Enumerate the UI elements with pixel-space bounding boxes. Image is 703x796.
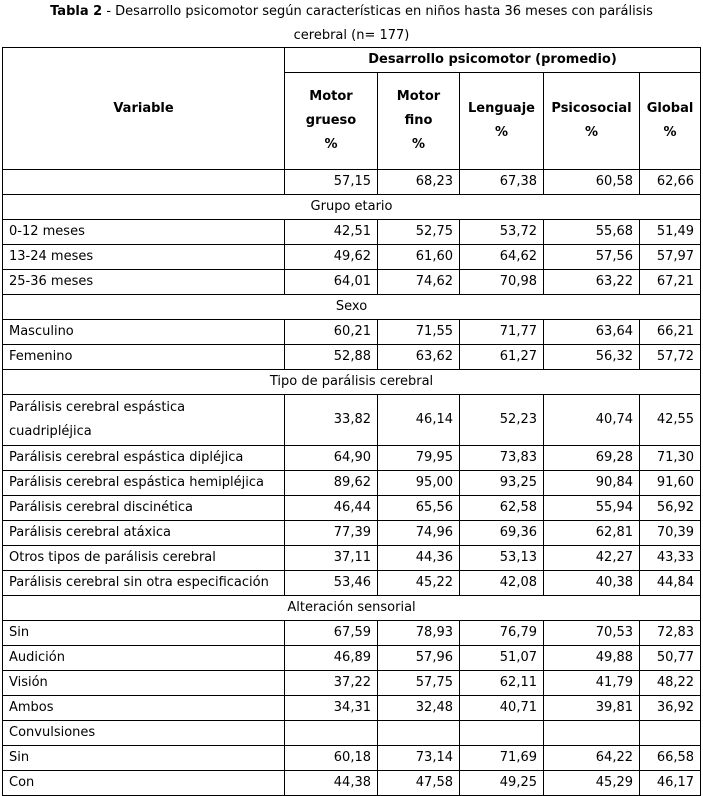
section-title-tipo: Tipo de parálisis cerebral [3,370,701,395]
section-row [3,370,701,395]
cell-value: 52,75 [378,220,460,245]
cell-value: 57,56 [544,245,640,270]
section-title-sexo: Sexo [3,295,701,320]
table-row [3,320,701,345]
header-col-motor-fino: Motor fino % [378,73,460,170]
table-row [3,671,701,696]
overall-value: 60,58 [544,170,640,195]
cell-value: 52,88 [285,345,378,370]
cell-value: 53,13 [460,546,544,571]
cell-value: 41,79 [544,671,640,696]
section-row [3,195,701,220]
cell-value: 36,92 [640,696,701,721]
row-label: Ambos [3,696,285,721]
row-label: Sin [3,621,285,646]
row-label: Femenino [3,345,285,370]
cell-value: 53,72 [460,220,544,245]
table-row [3,345,701,370]
cell-value: 42,27 [544,546,640,571]
caption-dash: - [102,4,116,19]
caption-label: Tabla 2 [50,4,103,19]
cell-value: 40,38 [544,571,640,596]
cell-value: 61,27 [460,345,544,370]
cell-value: 63,64 [544,320,640,345]
empty-cell [640,721,701,746]
cell-value: 64,62 [460,245,544,270]
table-row [3,521,701,546]
row-label: Visión [3,671,285,696]
cell-value: 62,58 [460,496,544,521]
cell-value: 56,32 [544,345,640,370]
overall-row [3,170,701,195]
header-col-psicosocial: Psicosocial % [544,73,640,170]
row-label: Audición [3,646,285,671]
cell-value: 39,81 [544,696,640,721]
cell-value: 44,38 [285,771,378,796]
cell-value: 37,11 [285,546,378,571]
header-variable: Variable [3,48,285,170]
table-row [3,245,701,270]
table-row [3,446,701,471]
caption-text-line1: Desarrollo psicomotor según características en niños hasta 36 meses con parálisis [115,4,653,19]
row-label: Parálisis cerebral sin otra especificación [3,571,285,596]
cell-value: 70,39 [640,521,701,546]
cell-value: 66,58 [640,746,701,771]
cell-value: 60,21 [285,320,378,345]
cell-value: 45,29 [544,771,640,796]
cell-value: 76,79 [460,621,544,646]
cell-value: 46,17 [640,771,701,796]
row-label: Otros tipos de parálisis cerebral [3,546,285,571]
cell-value: 93,25 [460,471,544,496]
cell-value: 57,96 [378,646,460,671]
header-col-global: Global % [640,73,701,170]
cell-value: 71,69 [460,746,544,771]
cell-value: 95,00 [378,471,460,496]
overall-value: 62,66 [640,170,701,195]
row-label: Masculino [3,320,285,345]
table-row [3,646,701,671]
row-label: Sin [3,746,285,771]
section-title-convulsiones: Convulsiones [3,721,285,746]
header-col-motor-grueso: Motor grueso % [285,73,378,170]
section-row [3,596,701,621]
cell-value: 74,96 [378,521,460,546]
row-label: 25-36 meses [3,270,285,295]
cell-value: 33,82 [285,395,378,446]
cell-value: 62,81 [544,521,640,546]
cell-value: 34,31 [285,696,378,721]
header-col-lenguaje: Lenguaje % [460,73,544,170]
table-row [3,696,701,721]
table-row [3,621,701,646]
row-label: Parálisis cerebral espástica dipléjica [3,446,285,471]
cell-value: 42,51 [285,220,378,245]
table-row [3,395,701,446]
header-group: Desarrollo psicomotor (promedio) [285,48,701,73]
cell-value: 51,49 [640,220,701,245]
overall-value: 57,15 [285,170,378,195]
cell-value: 78,93 [378,621,460,646]
cell-value: 71,30 [640,446,701,471]
cell-value: 64,90 [285,446,378,471]
cell-value: 51,07 [460,646,544,671]
cell-value: 57,97 [640,245,701,270]
row-label: Parálisis cerebral espástica hemipléjica [3,471,285,496]
cell-value: 71,55 [378,320,460,345]
cell-value: 72,83 [640,621,701,646]
table-caption [0,0,703,48]
cell-value: 62,11 [460,671,544,696]
cell-value: 49,88 [544,646,640,671]
cell-value: 61,60 [378,245,460,270]
cell-value: 57,72 [640,345,701,370]
cell-value: 46,44 [285,496,378,521]
overall-value: 68,23 [378,170,460,195]
row-label: Parálisis cerebral discinética [3,496,285,521]
empty-cell [378,721,460,746]
cell-value: 90,84 [544,471,640,496]
cell-value: 52,23 [460,395,544,446]
cell-value: 49,25 [460,771,544,796]
row-label: 0-12 meses [3,220,285,245]
cell-value: 69,36 [460,521,544,546]
cell-value: 77,39 [285,521,378,546]
cell-value: 47,58 [378,771,460,796]
overall-value: 67,38 [460,170,544,195]
cell-value: 64,01 [285,270,378,295]
cell-value: 73,14 [378,746,460,771]
row-label: Parálisis cerebral espástica cuadripléjica [3,395,285,446]
cell-value: 44,84 [640,571,701,596]
cell-value: 49,62 [285,245,378,270]
cell-value: 40,71 [460,696,544,721]
cell-value: 37,22 [285,671,378,696]
cell-value: 89,62 [285,471,378,496]
cell-value: 46,89 [285,646,378,671]
cell-value: 70,53 [544,621,640,646]
header-row-group [3,48,701,73]
section-title-sensorial: Alteración sensorial [3,596,701,621]
cell-value: 42,08 [460,571,544,596]
section-row [3,721,701,746]
empty-cell [285,721,378,746]
cell-value: 66,21 [640,320,701,345]
cell-value: 46,14 [378,395,460,446]
cell-value: 43,33 [640,546,701,571]
cell-value: 63,62 [378,345,460,370]
cell-value: 64,22 [544,746,640,771]
section-row [3,295,701,320]
section-title-grupo: Grupo etario [3,195,701,220]
cell-value: 48,22 [640,671,701,696]
cell-value: 45,22 [378,571,460,596]
cell-value: 70,98 [460,270,544,295]
row-label: 13-24 meses [3,245,285,270]
cell-value: 91,60 [640,471,701,496]
row-label: Parálisis cerebral atáxica [3,521,285,546]
cell-value: 50,77 [640,646,701,671]
row-label: Con [3,771,285,796]
cell-value: 67,59 [285,621,378,646]
data-table [2,47,701,796]
cell-value: 63,22 [544,270,640,295]
cell-value: 73,83 [460,446,544,471]
cell-value: 60,18 [285,746,378,771]
empty-cell [544,721,640,746]
table-row [3,571,701,596]
cell-value: 55,94 [544,496,640,521]
caption-text-line2: cerebral (n= 177) [293,28,410,43]
table-row [3,771,701,796]
cell-value: 32,48 [378,696,460,721]
table-row [3,496,701,521]
cell-value: 74,62 [378,270,460,295]
cell-value: 57,75 [378,671,460,696]
cell-value: 56,92 [640,496,701,521]
table-row [3,746,701,771]
cell-value: 55,68 [544,220,640,245]
cell-value: 79,95 [378,446,460,471]
cell-value: 67,21 [640,270,701,295]
table-row [3,270,701,295]
cell-value: 44,36 [378,546,460,571]
table-row [3,471,701,496]
overall-label [3,170,285,195]
cell-value: 69,28 [544,446,640,471]
table-row [3,220,701,245]
cell-value: 53,46 [285,571,378,596]
cell-value: 71,77 [460,320,544,345]
cell-value: 40,74 [544,395,640,446]
cell-value: 42,55 [640,395,701,446]
empty-cell [460,721,544,746]
cell-value: 65,56 [378,496,460,521]
table-row [3,546,701,571]
